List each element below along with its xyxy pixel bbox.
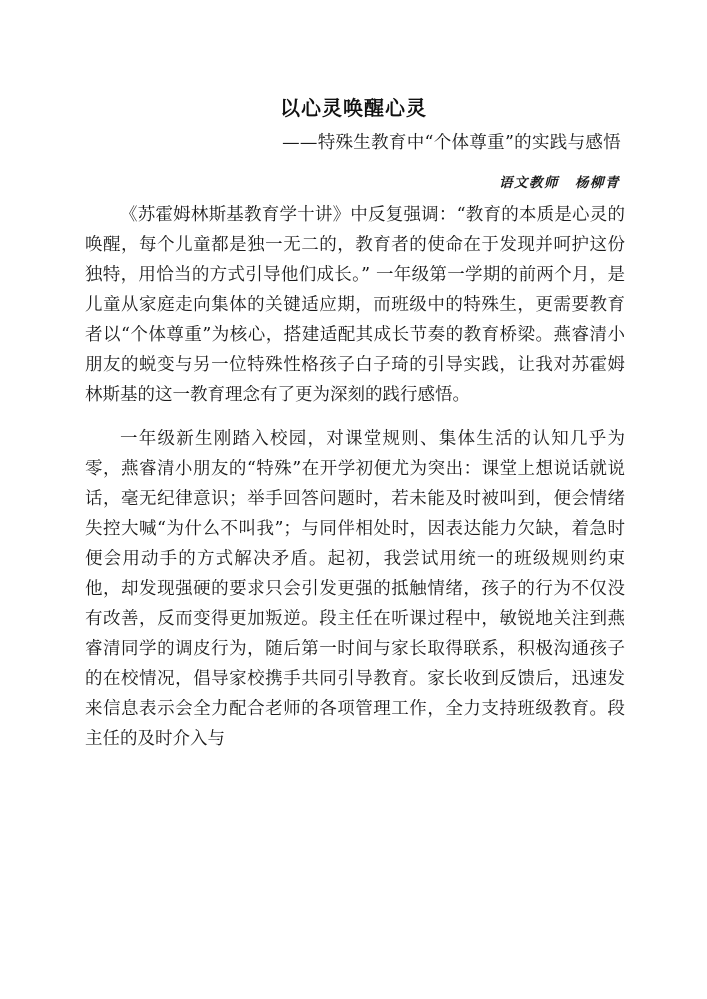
document-title: 以心灵唤醒心灵 xyxy=(280,96,427,120)
body-paragraph-2: 一年级新生刚踏入校园，对课堂规则、集体生活的认知几乎为零，燕睿清小朋友的“特殊”在开学初便尤为突出：课堂上想说话就说话，毫无纪律意识；举手回答问题时，若未能及时被叫到，便会情绪失控大喊“为什么不叫我”；与同伴相处时，因表达能力欠缺，着急时便会用动手的方式解决矛盾。起初，我尝试用统一的班级规则约束他，却发现强硬的要求只会引发更强的抵触情绪，孩子的行为不仅没有改善，反而变得更加叛逆。段主任在听课过程中，敏锐地关注到燕睿清同学的调皮行为，随后第一时间与家长取得联系，积极沟通孩子的在校情况，倡导家校携手共同引导教育。家长收到反馈后，迅速发来信息表示会全力配合老师的各项管理工作，全力支持班级教育。段主任的及时介入与 xyxy=(85,429,625,749)
author-line xyxy=(499,171,620,191)
author-name: 杨柳青 xyxy=(575,175,620,191)
body-paragraph-1: 《苏霍姆林斯基教育学十讲》中反复强调：“教育的本质是心灵的唤醒，每个儿童都是独一无二的，教育者的使命在于发现并呵护这份独特，用恰当的方式引导他们成长。” 一年级第一学期的前两个月，是儿童从家庭走向集体的关键适应期，而班级中的特殊生，更需要教育者以“个体尊重”为核心，搭建适配其成长节奏的教育桥梁。燕睿清小朋友的蜕变与另一位特殊性格孩子白子琦的引导实践，让我对苏霍姆林斯基的这一教育理念有了更为深刻的践行感悟。 xyxy=(85,205,625,405)
document-subtitle: ——特殊生教育中“个体尊重”的实践与感悟 xyxy=(282,133,621,153)
document-body xyxy=(85,200,625,754)
author-role: 语文教师 xyxy=(499,175,559,191)
